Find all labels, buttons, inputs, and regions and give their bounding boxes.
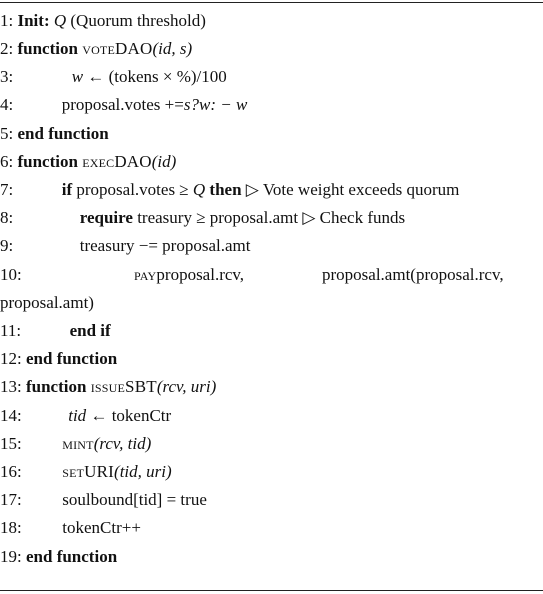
keyword-end-if: end if — [69, 321, 111, 340]
algorithm-line-8 — [0, 204, 405, 231]
algorithm-line-17 — [0, 486, 207, 513]
pay-arg-2: proposal.amt(proposal.rcv, — [322, 265, 504, 284]
line-number: 13: — [0, 377, 22, 396]
top-rule — [0, 2, 543, 3]
line-number: 17: — [0, 490, 22, 509]
algorithm-line-6 — [0, 148, 176, 175]
line-number: 3: — [0, 67, 14, 86]
function-args: (rcv, uri) — [156, 377, 217, 396]
statement: treasury −= proposal.amt — [79, 236, 251, 255]
condition: treasury ≥ proposal.amt — [137, 208, 299, 227]
function-name: mint — [62, 434, 94, 453]
variable-tid: tid — [68, 406, 87, 425]
line-number: 6: — [0, 152, 14, 171]
line-number: 1: — [0, 11, 14, 30]
function-name: pay — [134, 265, 157, 284]
init-description: (Quorum threshold) — [70, 11, 206, 30]
function-args: (tid, uri) — [114, 462, 172, 481]
pay-call — [134, 261, 244, 288]
expression: tokenCtr — [111, 406, 172, 425]
function-name: setURI — [62, 462, 115, 481]
line-number: 18: — [0, 518, 22, 537]
line-number: 10: — [0, 265, 22, 284]
algorithm-line-9 — [0, 232, 250, 259]
algorithm-line-10-continuation — [0, 289, 94, 316]
assign-arrow: ← — [90, 406, 108, 425]
algorithm-line-14 — [0, 402, 171, 429]
comment: ▷ Check funds — [302, 208, 406, 227]
algorithm-line-10 — [0, 261, 543, 288]
target: proposal.votes — [61, 95, 161, 114]
line-number: 15: — [0, 434, 22, 453]
algorithm-line-1 — [0, 7, 206, 34]
algorithm-line-5 — [0, 120, 109, 147]
line-number: 19: — [0, 547, 22, 566]
function-args: (id) — [151, 152, 177, 171]
line-number: 14: — [0, 406, 22, 425]
algorithm-line-2 — [0, 35, 192, 62]
line-number: 4: — [0, 95, 14, 114]
statement: soulbound[tid] = true — [62, 490, 207, 509]
line-number: 12: — [0, 349, 22, 368]
variable-q: Q — [53, 11, 67, 30]
expression: (tokens × %)/100 — [108, 67, 227, 86]
keyword-end-function: end function — [25, 547, 118, 566]
algorithm-line-7 — [0, 176, 459, 203]
function-name: execDAO — [82, 152, 152, 171]
algorithm-line-15 — [0, 430, 151, 457]
variable-w: w — [71, 67, 84, 86]
keyword-function: function — [25, 377, 87, 396]
expression: s?w: − w — [183, 95, 248, 114]
algorithm-line-13 — [0, 373, 216, 400]
keyword-end-function: end function — [25, 349, 118, 368]
variable-q: Q — [192, 180, 206, 199]
keyword-require: require — [79, 208, 133, 227]
function-args: (id, s) — [152, 39, 193, 58]
function-args: (rcv, tid) — [93, 434, 152, 453]
algorithm-line-11 — [0, 317, 111, 344]
keyword-end-function: end function — [17, 124, 109, 143]
statement: tokenCtr++ — [62, 518, 141, 537]
comment: ▷ Vote weight exceeds quorum — [245, 180, 460, 199]
bottom-rule — [0, 590, 543, 591]
condition: proposal.votes ≥ — [76, 180, 189, 199]
line-number: 11: — [0, 321, 22, 340]
algorithm-line-3 — [0, 63, 227, 90]
algorithm-line-18 — [0, 514, 141, 541]
line-number: 8: — [0, 208, 14, 227]
keyword-if: if — [61, 180, 73, 199]
pay-arg-1: proposal.rcv, — [156, 265, 245, 284]
algorithm-line-12 — [0, 345, 117, 372]
keyword-function: function — [17, 152, 78, 171]
algorithm-line-16 — [0, 458, 172, 485]
algorithm-line-4 — [0, 91, 247, 118]
operator: += — [164, 95, 184, 114]
line-number: 9: — [0, 236, 14, 255]
keyword-init: Init: — [17, 11, 50, 30]
assign-arrow: ← — [87, 67, 105, 86]
algorithm-line-19 — [0, 543, 117, 570]
line-number: 5: — [0, 124, 14, 143]
keyword-function: function — [17, 39, 78, 58]
function-name: voteDAO — [82, 39, 153, 58]
line-number: 2: — [0, 39, 14, 58]
line-number: 7: — [0, 180, 14, 199]
line-number: 16: — [0, 462, 22, 481]
keyword-then: then — [209, 180, 242, 199]
function-name: issueSBT — [90, 377, 157, 396]
continuation-text: proposal.amt) — [0, 293, 94, 312]
